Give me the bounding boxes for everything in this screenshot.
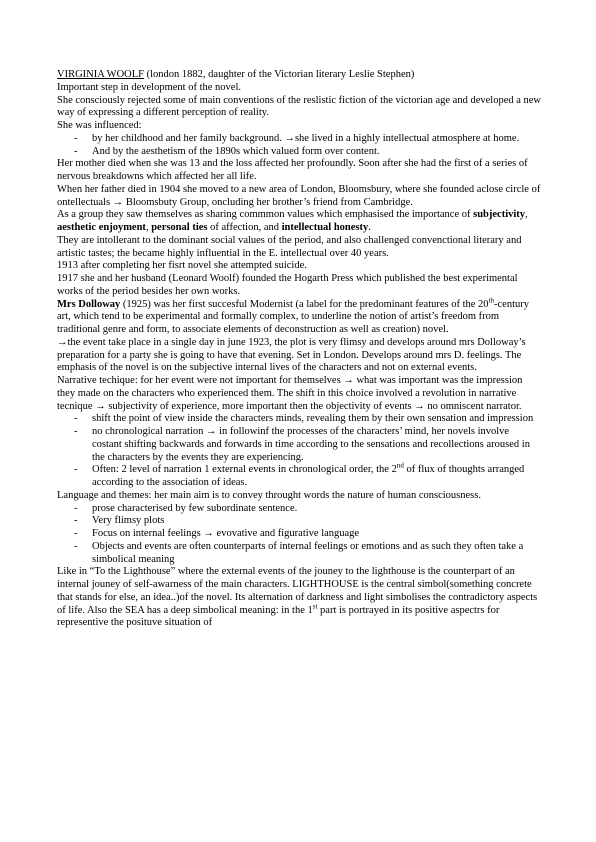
- list-dash: -: [74, 540, 78, 552]
- list-dash: -: [74, 145, 78, 157]
- bold-term: personal ties: [151, 222, 208, 233]
- novel-title: Mrs Dolloway: [57, 298, 121, 310]
- arrow-icon: →: [343, 375, 354, 386]
- list-item: - Objects and events are often counterparts of internal feelings or emotions and as such they often take a simbolical meaning: [74, 540, 524, 565]
- bold-term: aesthetic enjoyment: [57, 222, 146, 233]
- paragraph: 1917 she and her husband (Leonard Woolf) founded the Hogarth Press which published the best experimental works of the period besides her own works.: [57, 273, 518, 297]
- list-dash: -: [74, 426, 78, 437]
- arrow-icon: →: [95, 400, 106, 412]
- list-item: - And by the aesthetism of the 1890s which valued form over content.: [74, 145, 380, 157]
- paragraph: They are intollerant to the dominant social values of the period, and also challenged convenctional literary and artistic tastes; the became highly influential in the E. intellectual over 40 years.: [57, 234, 522, 259]
- list-item: - no chronological narration → in followinf the processes of the characters’ mind, her novels involve costant shifting backwards and forwards in time according to the sensations and recollections aroused in the characters by the events they are experiencing.: [74, 426, 530, 463]
- list-item: - prose characterised by few subordinate sentence.: [74, 502, 298, 514]
- author-details: (london 1882, daughter of the Victorian literary Leslie Stephen): [144, 69, 415, 80]
- paragraph: Narrative techique: for her event were not important for themselves → what was important was the impression they made on the characters who experienced them. The shift in this choice involved a revolution in narrative tecnique → subjectivity of experience, more important then the objectivity of events → no omniscent narrator.: [57, 375, 523, 412]
- list-item: - shift the point of view inside the characters minds, revealing them by their own sensation and impression: [74, 413, 534, 425]
- list-dash: -: [74, 515, 78, 527]
- paragraph: Language and themes: her main aim is to convey throught words the nature of human consciousness.: [57, 489, 481, 501]
- arrow-icon: →: [112, 196, 124, 208]
- arrow-icon: →: [57, 336, 68, 348]
- paragraph: Like in “To the Lighthouse” where the external events of the jouney to the lighthouse is the counterpart of an internal jouney of self-awarness of the main characters. LIGHTHOUSE is the central simbol(something concrete that stands for else, an idea..)of the novel. Its alternation of darkness and light simbolises the contradictory aspects of life. Also the SEA has a deep simbolical meaning: in the 1st part is portrayed in its positive aspectrs for representive the posituve situation of: [57, 566, 538, 629]
- paragraph: Mrs Dolloway (1925) was her first succesful Modernist (a label for the predominant features of the 20th-century art, which tend to be experimental and formally complex, to underline the notion of artist’s freedom from traditional genre and form, to associate elements of deconstruction as well as creation) novel.: [57, 296, 529, 335]
- document-page: [57, 69, 541, 630]
- arrow-icon: →: [414, 400, 425, 412]
- list-item: - Focus on internal feelings → evovative and figurative language: [74, 528, 360, 539]
- list-dash: -: [74, 464, 78, 476]
- list-item: - Often: 2 level of narration 1 external events in chronological order, the 2nd of flux of thoughts arranged according to the association of ideas.: [74, 461, 525, 488]
- list-dash: -: [74, 502, 78, 514]
- arrow-icon: →: [284, 132, 295, 144]
- list-dash: -: [74, 132, 78, 144]
- list-item: - Very flimsy plots: [74, 515, 165, 527]
- paragraph: →the event take place in a single day in june 1923, the plot is very flimsy and develops around mrs Dolloway’s preparation for a party she is going to have that evening. Set in London. Develops around mrs D. feelings. The emphasis of the novel is on the subjective internal lives of the characters and not on external events.: [57, 336, 526, 374]
- paragraph: When her father died in 1904 she moved to a new area of London, Bloomsbury, where she founded aclose circle of ontellectuals → Bloomsbuty Group, oncluding her brother’s friend from Cambridge.: [57, 183, 541, 208]
- list-item: - by her childhood and her family background. →she lived in a highly intellectual atmosphere at home.: [74, 132, 520, 144]
- list-dash: -: [74, 413, 78, 425]
- paragraph: 1913 after completing her fisrt novel she attempted suicide.: [57, 260, 307, 272]
- arrow-icon: →: [203, 528, 214, 539]
- bold-term: subjectivity: [473, 209, 526, 221]
- paragraph: As a group they saw themselves as sharing commmon values which emphasised the importance of subjectivity, aesthetic enjoyment, personal ties of affection, and intellectual honesty.: [57, 209, 528, 233]
- list-dash: -: [74, 528, 78, 539]
- author-name: VIRGINIA WOOLF: [57, 69, 145, 80]
- arrow-icon: →: [206, 426, 217, 437]
- paragraph: Important step in development of the novel.: [57, 81, 241, 93]
- bold-term: intellectual honesty: [281, 222, 369, 233]
- paragraph: Her mother died when she was 13 and the loss affected her profoundly. Soon after she had the first of a series of nervous breakdowns which affected her all life.: [57, 158, 528, 182]
- heading-line: [57, 69, 541, 82]
- paragraph: She was influenced:: [57, 120, 142, 131]
- paragraph: She consciously rejected some of main conventions of the reslistic fiction of the victorian age and developed a new way of expressing a different perception of reality.: [57, 94, 542, 119]
